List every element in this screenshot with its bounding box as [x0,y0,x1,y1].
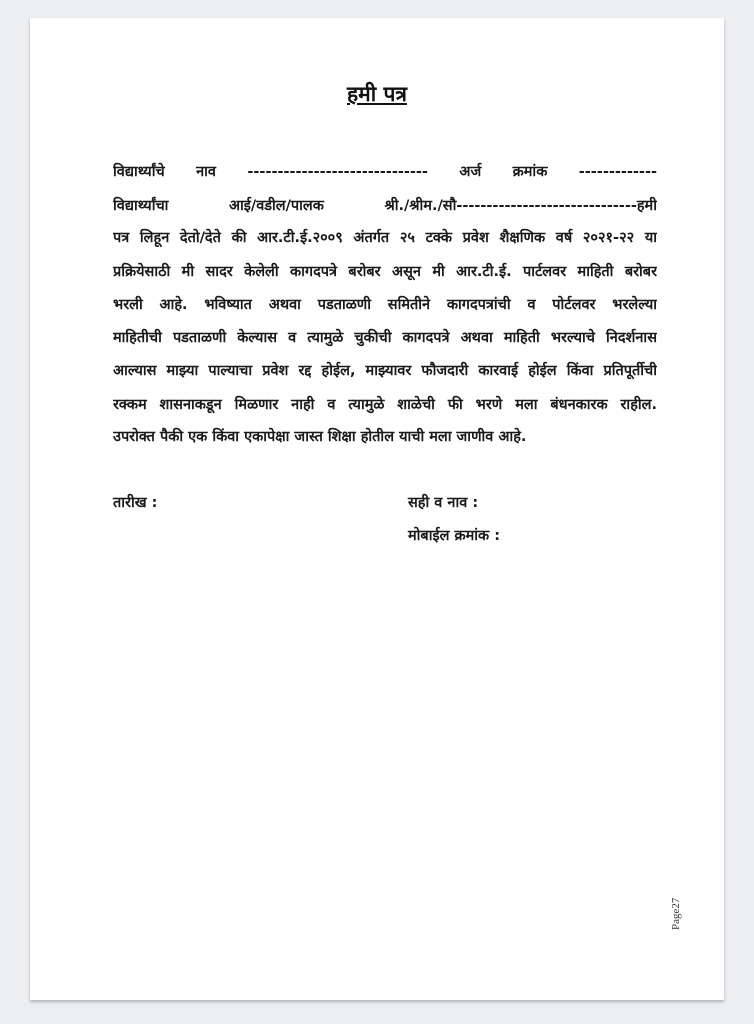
body-line: पत्र लिहून देतो/देते की आर.टी.ई.२००९ अंतर्गत २५ टक्के प्रवेश शैक्षणिक वर्ष २०२१-२२ या [113,230,657,246]
document-page [30,18,724,1000]
body-line-student-name: विद्यार्थ्यांचे नाव ------------------------------ अर्ज क्रमांक ------------- [113,164,657,180]
body-line-parent: विद्यार्थ्यांचा आई/वडील/पालक श्री./श्रीम./सौ------------------------------हमी [113,198,657,214]
body-line: प्रक्रियेसाठी मी सादर केलेली कागदपत्रे बरोबर असून मी आर.टी.ई. पार्टलवर माहिती बरोबर [113,264,657,280]
document-title: हमी पत्र [347,82,407,106]
signature-name-label: सही व नाव : [408,495,479,511]
mobile-number-label: मोबाईल क्रमांक : [408,528,501,544]
body-line: उपरोक्त पैकी एक किंवा एकापेक्षा जास्त शिक्षा होतील याची मला जाणीव आहे. [113,429,527,445]
body-line: आल्यास माझ्या पाल्याचा प्रवेश रद्द होईल, माझ्यावर फौजदारी कारवाई होईल किंवा प्रतिपूर्तीची [113,363,657,379]
page-number: Page27 [670,897,682,930]
date-label: तारीख : [113,495,158,511]
body-line: रक्कम शासनाकडून मिळणार नाही व त्यामुळे शाळेची फी भरणे मला बंधनकारक राहील. [113,397,657,413]
body-line: भरली आहे. भविष्यात अथवा पडताळणी समितीने कागदपत्रांची व पोर्टलवर भरलेल्या [113,297,657,313]
body-line: माहितीची पडताळणी केल्यास व त्यामुळे चुकीची कागदपत्रे अथवा माहिती भरल्याचे निदर्शनास [113,330,657,346]
